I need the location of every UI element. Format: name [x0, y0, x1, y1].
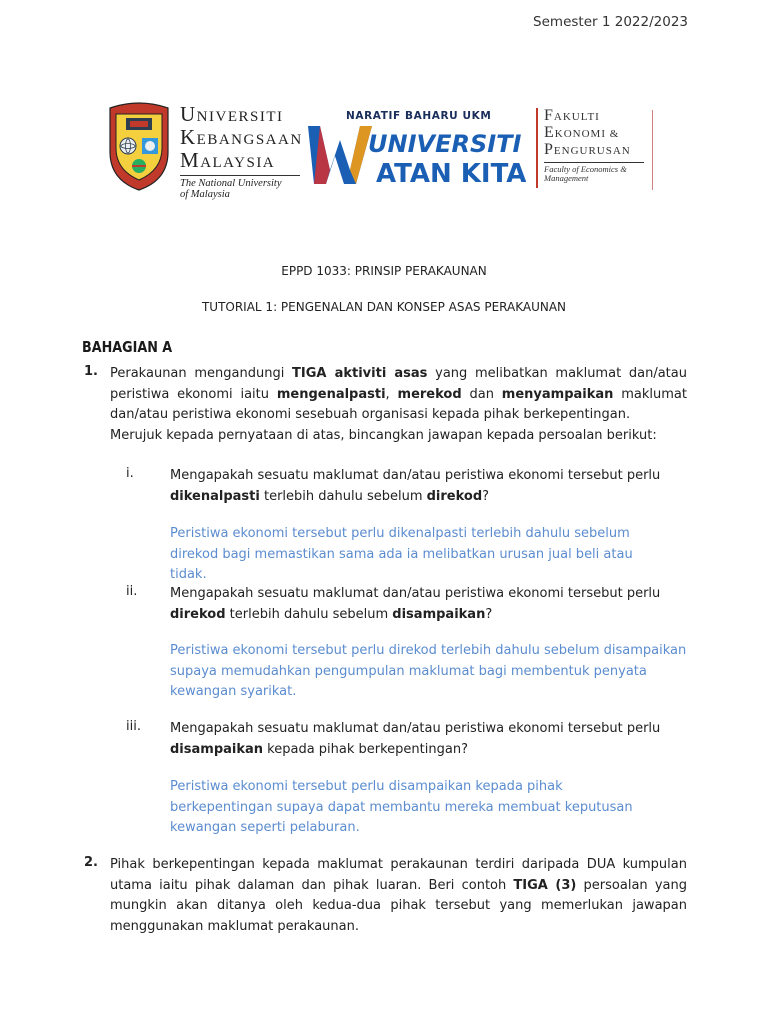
question-1-instruction: Merujuk kepada pernyataan di atas, bincangkan jawapan kepada persoalan berikut:	[110, 428, 657, 443]
course-title: EPPD 1033: PRINSIP PERAKAUNAN	[281, 264, 487, 278]
part-iii-answer: Peristiwa ekonomi tersebut perlu disampaikan kepada pihak berkepentingan supaya dapat membantu mereka membuat keputusan kewangan seperti pelaburan.	[170, 779, 633, 835]
question-number: 1.	[84, 364, 98, 379]
campaign-line2: ATAN KITA	[376, 159, 526, 188]
faculty-divider	[536, 108, 538, 188]
faculty-right-rule	[652, 110, 653, 190]
semester-label: Semester 1 2022/2023	[533, 14, 688, 30]
part-ii-answer: Peristiwa ekonomi tersebut perlu direkod terlebih dahulu sebelum disampaikan supaya memudahkan pengumpulan maklumat bagi membentuk penyata kewangan syarikat.	[170, 643, 687, 699]
part-numeral: ii.	[126, 584, 138, 599]
question-2-text: Pihak berkepentingan kepada maklumat perakaunan terdiri daripada DUA kumpulan utama iaitu pihak dalaman dan pihak luaran. Beri contoh TIGA (3) persoalan yang mungkin akan ditanya oleh kedua-dua pihak tersebut yang memerlukan jawapan menggunakan maklumat perakaunan.	[110, 857, 687, 934]
part-numeral: iii.	[126, 719, 141, 734]
campaign-tagline: NARATIF BAHARU UKM	[346, 110, 492, 122]
campaign-line1: UNIVERSITI	[368, 130, 522, 158]
part-iii-question: Mengapakah sesuatu maklumat dan/atau peristiwa ekonomi tersebut perlu disampaikan kepada pihak berkepentingan?	[170, 721, 661, 757]
part-numeral: i.	[126, 466, 134, 481]
section-heading: BAHAGIAN A	[82, 338, 173, 356]
ukm-crest-icon	[108, 100, 170, 192]
ukm-wordmark: UNIVERSITI KEBANGSAAN MALAYSIA The National University of Malaysia	[180, 102, 303, 200]
question-number: 2.	[84, 855, 98, 870]
faculty-wordmark: FAKULTI EKONOMI & PENGURUSAN Faculty of Economics & Management	[544, 108, 644, 183]
part-i-question: Mengapakah sesuatu maklumat dan/atau peristiwa ekonomi tersebut perlu dikenalpasti terlebih dahulu sebelum direkod?	[170, 468, 661, 504]
wawasan-w-logo-icon	[306, 118, 526, 188]
question-1-text: Perakaunan mengandungi TIGA aktiviti asas yang melibatkan maklumat dan/atau peristiwa ekonomi iaitu mengenalpasti, merekod dan menyampaikan maklumat dan/atau peristiwa ekonomi sesebuah organisasi kepada pihak berkepentingan.	[110, 366, 687, 422]
part-i-answer: Peristiwa ekonomi tersebut perlu dikenalpasti terlebih dahulu sebelum direkod bagi memastikan sama ada ia melibatkan urusan jual beli atau tidak.	[170, 526, 633, 582]
tutorial-title: TUTORIAL 1: PENGENALAN DAN KONSEP ASAS PERAKAUNAN	[201, 300, 567, 314]
part-ii-question: Mengapakah sesuatu maklumat dan/atau peristiwa ekonomi tersebut perlu direkod terlebih dahulu sebelum disampaikan?	[170, 586, 661, 622]
